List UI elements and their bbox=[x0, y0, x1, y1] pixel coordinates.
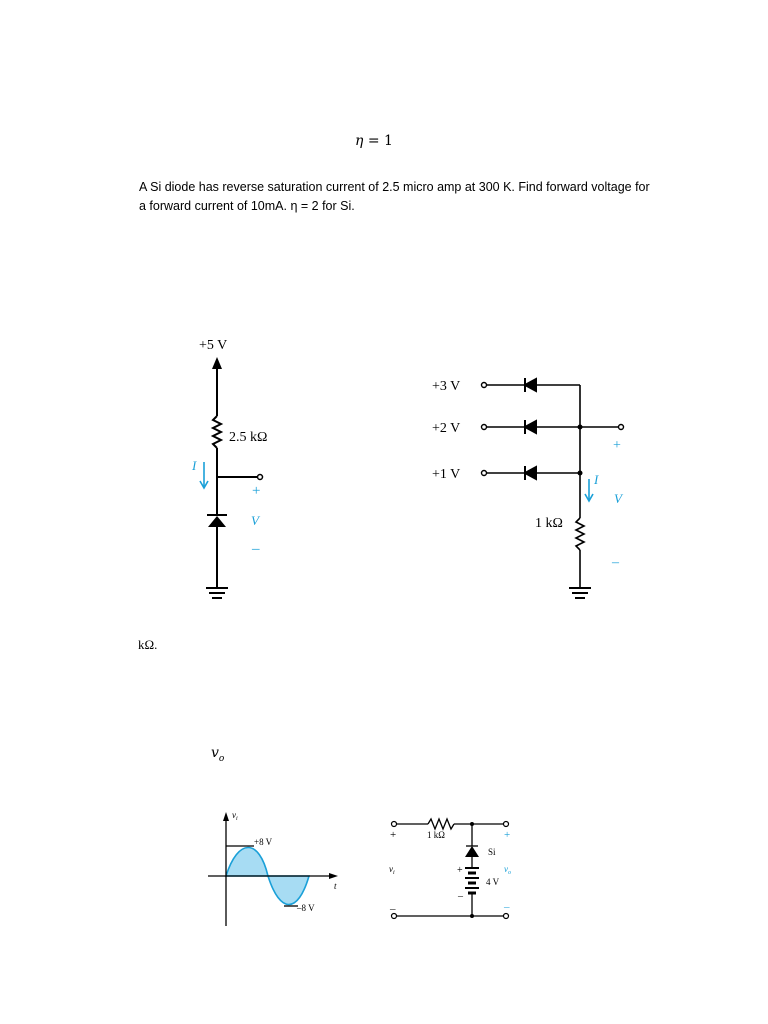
input-voltage-label: $v_i$ bbox=[389, 864, 395, 876]
battery-minus-label: – bbox=[458, 891, 463, 902]
axis-label: $v_i$ bbox=[232, 810, 238, 822]
problem-line-2: a forward current of 10mA. η = 2 for Si. bbox=[139, 199, 355, 213]
battery-icon bbox=[465, 868, 479, 893]
kilo-ohm-note: kΩ. bbox=[138, 637, 158, 652]
diode-3-label: Si bbox=[488, 847, 496, 857]
current-2-label: I bbox=[594, 472, 599, 487]
resistor-3-label: 1 kΩ bbox=[427, 830, 445, 840]
supply-label: +5 V bbox=[199, 338, 228, 353]
input-minus-label: – bbox=[390, 903, 396, 915]
diode-3-icon bbox=[465, 846, 479, 857]
current-label: I bbox=[192, 458, 197, 473]
peak-positive-label: +8 V bbox=[254, 837, 273, 847]
resistor-label: 2.5 kΩ bbox=[229, 430, 268, 445]
battery-label: 4 V bbox=[486, 877, 500, 887]
problem-line-1: A Si diode has reverse saturation current of 2.5 micro amp at 300 K. Find forward voltage for bbox=[139, 180, 650, 194]
battery-plus-label: + bbox=[457, 865, 463, 876]
peak-negative-label: –8 V bbox=[297, 903, 315, 913]
minus-label: – bbox=[252, 541, 260, 557]
output-voltage-note: $v_o$ bbox=[211, 745, 225, 764]
clipper-terminals bbox=[392, 822, 509, 919]
voltage-label: V bbox=[251, 513, 259, 528]
input-plus-label: + bbox=[390, 829, 397, 841]
output-voltage-label: $v_o$ bbox=[504, 864, 511, 876]
plus-label: + bbox=[252, 483, 261, 499]
voltage-2-label: V bbox=[614, 491, 622, 506]
input-2-label: +2 V bbox=[432, 421, 461, 436]
resistor-2-label: 1 kΩ bbox=[535, 516, 563, 531]
output-minus-label: – bbox=[504, 901, 510, 913]
input-3-label: +1 V bbox=[432, 467, 461, 482]
time-label: t bbox=[334, 881, 337, 891]
input-1-label: +3 V bbox=[432, 379, 461, 394]
output-plus-label: + bbox=[504, 829, 511, 841]
plus-2-label: + bbox=[613, 438, 621, 453]
minus-2-label: – bbox=[612, 555, 619, 570]
eta-equation: η = 1 bbox=[355, 133, 393, 149]
